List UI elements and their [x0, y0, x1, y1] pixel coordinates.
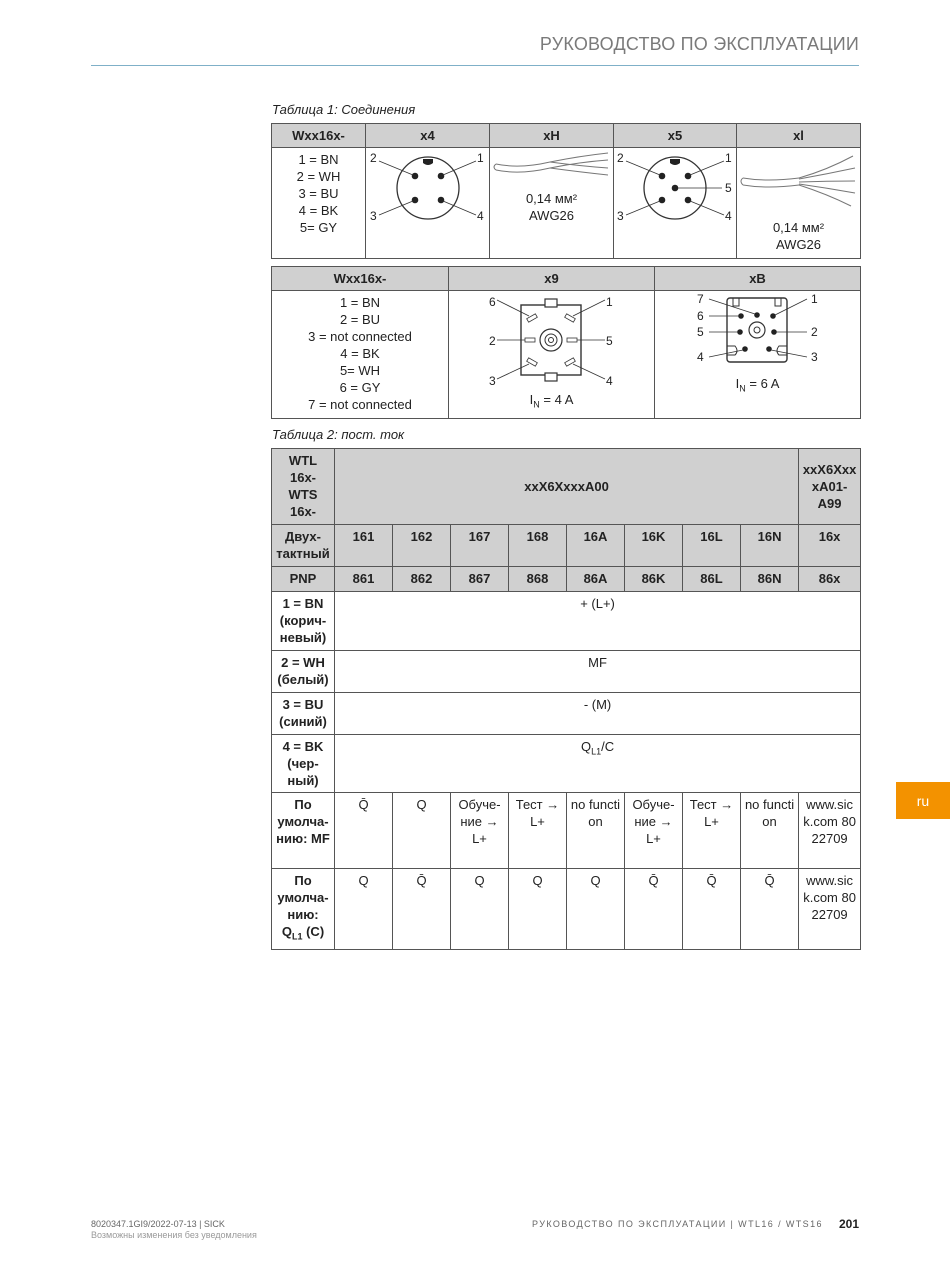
xb-pin-4: 4 — [697, 350, 704, 364]
row-value-wh: MF — [335, 651, 861, 693]
corner-header: WTL 16x- WTS 16x- — [272, 449, 335, 525]
x9-connector-diagram — [449, 291, 655, 391]
default-mf-value: Тест → L+ — [509, 793, 567, 869]
variant-code: 16L — [683, 525, 741, 567]
row-label-default-mf: По умолча- нию: MF — [272, 793, 335, 869]
col-header-xb: xB — [655, 267, 861, 291]
x5-connector-diagram — [614, 148, 738, 258]
col-header-x5: x5 — [614, 124, 737, 148]
variant-code: 167 — [451, 525, 509, 567]
page-number: 201 — [838, 1217, 859, 1231]
pin-line: 2 = WH — [296, 169, 341, 184]
x9-rated-current: $I_N = 4$ A — [529, 392, 574, 410]
pin-line: 7 = not connected — [308, 397, 412, 412]
x5-pin-2: 2 — [617, 151, 624, 165]
default-ql1-value: Q̄ — [625, 869, 683, 950]
x4-pin-4: 4 — [477, 209, 484, 223]
variant-code: 16A — [567, 525, 625, 567]
col-header-wxx16x: Wxx16x- — [272, 267, 449, 291]
default-mf-value: no function — [741, 793, 799, 869]
xb-pin-6: 6 — [697, 309, 704, 323]
default-ql1-value: Q̄ — [741, 869, 799, 950]
pnp-label: PNP — [272, 567, 335, 592]
row-value-bn: + (L+) — [335, 592, 861, 651]
footer-manual-title: РУКОВОДСТВО ПО ЭКСПЛУАТАЦИИ | WTL16 / WTS16 — [532, 1219, 823, 1229]
variant-code: 868 — [509, 567, 567, 592]
row-label-wh: 2 = WH (белый) — [272, 651, 335, 693]
variant-code: 86A — [567, 567, 625, 592]
header-divider — [91, 65, 859, 66]
pin-line: 4 = BK — [340, 346, 380, 361]
variant-code: 86K — [625, 567, 683, 592]
x4-connector-diagram — [366, 148, 490, 258]
pin-line: 5= GY — [299, 220, 338, 235]
xl-cable-icon — [737, 148, 861, 218]
xb-pin-2: 2 — [811, 325, 818, 339]
default-mf-value: Q̄ — [335, 793, 393, 869]
row-label-bk: 4 = BK (чер- ный) — [272, 735, 335, 793]
variant-code: 86N — [741, 567, 799, 592]
pin-line: 3 = BU — [298, 186, 339, 201]
xb-pin-5: 5 — [697, 325, 704, 339]
x9-connector-cell — [449, 291, 655, 419]
default-ql1-value: Q̄ — [393, 869, 451, 950]
x5-pin-4: 4 — [725, 209, 732, 223]
x9-pin-2: 2 — [489, 334, 496, 348]
xb-connector-diagram — [655, 291, 861, 373]
pin-line: 2 = BU — [339, 312, 381, 327]
variant-code: 16K — [625, 525, 683, 567]
x9-pin-6: 6 — [489, 295, 496, 309]
group-header-a00: xxX6XxxxA00 — [335, 449, 799, 525]
pin-line: 4 = BK — [298, 203, 339, 218]
pin-line: 3 = not connected — [308, 329, 412, 344]
xb-connector-cell — [655, 291, 861, 419]
pin-line: 6 = GY — [339, 380, 381, 395]
default-mf-value: Тест → L+ — [683, 793, 741, 869]
variant-code: 162 — [393, 525, 451, 567]
variant-code: 862 — [393, 567, 451, 592]
x4-connector-cell — [366, 148, 490, 259]
x9-pin-3: 3 — [489, 374, 496, 388]
x9-pin-5: 5 — [606, 334, 613, 348]
default-mf-value: Обуче-ние → L+ — [451, 793, 509, 869]
variant-code: 16x — [799, 525, 861, 567]
table1-caption: Таблица 1: Соединения — [272, 102, 416, 117]
x4-pin-2: 2 — [370, 151, 377, 165]
xb-pin-3: 3 — [811, 350, 818, 364]
xb-rated-current: $I_N = 6$ A — [735, 376, 780, 394]
xh-wire-gauge: AWG26 — [528, 208, 575, 223]
x9-pin-4: 4 — [606, 374, 613, 388]
connections-table — [271, 123, 861, 259]
footer-disclaimer: Возможны изменения без уведомления — [91, 1230, 257, 1240]
row-value-bk: $Q_{L1}/C$ — [335, 735, 861, 793]
footer-doc-info — [91, 1219, 257, 1241]
row-value-bu: - (M) — [335, 693, 861, 735]
col-header-xl: xl — [737, 124, 861, 148]
x9-pin-1: 1 — [606, 295, 613, 309]
variant-code: 168 — [509, 525, 567, 567]
dc-table — [271, 448, 861, 950]
connections-table-2 — [271, 266, 861, 419]
variant-code: 861 — [335, 567, 393, 592]
col-header-x9: x9 — [449, 267, 655, 291]
variant-code: 16N — [741, 525, 799, 567]
pin-line: 5= WH — [339, 363, 381, 378]
default-ql1-value: Q — [335, 869, 393, 950]
page-header-title: РУКОВОДСТВО ПО ЭКСПЛУАТАЦИИ — [539, 34, 859, 54]
language-tab-ru[interactable]: ru — [896, 782, 950, 819]
x4-pin-3: 3 — [370, 209, 377, 223]
pin-line: 1 = BN — [339, 295, 381, 310]
table2-caption: Таблица 2: пост. ток — [272, 427, 405, 442]
default-ql1-value: www.sick.com 8022709 — [799, 869, 861, 950]
xl-wire-size: 0,14 мм² — [772, 220, 825, 235]
group-header-a01-a99: xxX6Xxx xA01- A99 — [799, 449, 861, 525]
pin-assignment-cell — [272, 291, 449, 419]
xh-cable-icon — [490, 148, 614, 188]
variant-code: 161 — [335, 525, 393, 567]
col-header-xh: xH — [490, 124, 614, 148]
default-ql1-value: Q — [567, 869, 625, 950]
col-header-x4: x4 — [366, 124, 490, 148]
pin-line: 1 = BN — [298, 152, 339, 167]
xl-wire-gauge: AWG26 — [775, 237, 822, 252]
default-mf-value: Q — [393, 793, 451, 869]
col-header-wxx16x: Wxx16x- — [272, 124, 366, 148]
pin-assignment-cell — [272, 148, 366, 259]
default-mf-value: www.sick.com 8022709 — [799, 793, 861, 869]
variant-code: 86L — [683, 567, 741, 592]
xb-pin-1: 1 — [811, 292, 818, 306]
x5-pin-3: 3 — [617, 209, 624, 223]
default-ql1-value: Q — [509, 869, 567, 950]
row-label-bu: 3 = BU (синий) — [272, 693, 335, 735]
xh-wire-size: 0,14 мм² — [525, 191, 578, 206]
default-mf-value: Обуче-ние → L+ — [625, 793, 683, 869]
x5-pin-5: 5 — [725, 181, 732, 195]
x5-connector-cell — [614, 148, 737, 259]
default-ql1-value: Q̄ — [683, 869, 741, 950]
xh-cable-cell — [490, 148, 614, 259]
push-pull-label: Двух- тактный — [272, 525, 335, 567]
default-mf-value: no function — [567, 793, 625, 869]
xl-cable-cell — [737, 148, 861, 259]
variant-code: 867 — [451, 567, 509, 592]
variant-code: 86x — [799, 567, 861, 592]
xb-pin-7: 7 — [697, 292, 704, 306]
default-ql1-value: Q — [451, 869, 509, 950]
row-label-default-ql1: По умолча- нию: $Q_{L1}$ (C) — [272, 869, 335, 950]
x5-pin-1: 1 — [725, 151, 732, 165]
row-label-bn: 1 = BN (корич- невый) — [272, 592, 335, 651]
footer-doc-number: 8020347.1GI9/2022-07-13 | SICK — [91, 1219, 225, 1229]
x4-pin-1: 1 — [477, 151, 484, 165]
